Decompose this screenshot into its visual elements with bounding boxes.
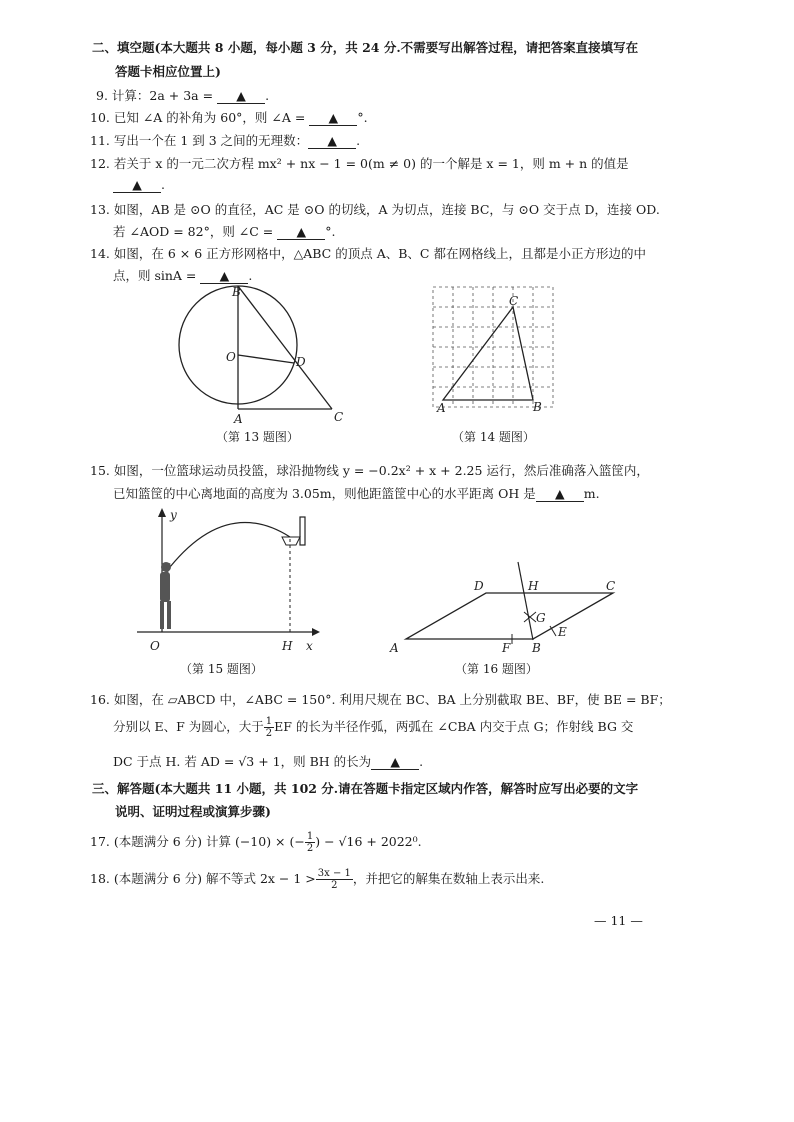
section-3-header-line1: 三、解答题(本大题共 11 小题，共 102 分.请在答题卡指定区域内作答，解答时应写出必要的文字 [92, 781, 639, 796]
label-h: H [528, 579, 539, 593]
question-16-line1: 16. 如图，在 ▱ABCD 中，∠ABC = 150°. 利用尺规在 BC、BA 上分别截取 BE、BF，使 BE = BF； [90, 692, 671, 707]
label-d: D [296, 355, 306, 369]
question-16-line3: DC 于点 H. 若 AD = √3 + 1，则 BH 的长为 ▲ . [113, 754, 424, 769]
question-9: 9. 计算：2a + 3a = ▲ . [96, 88, 270, 103]
ball-trajectory [170, 522, 290, 567]
question-13-line1: 13. 如图，AB 是 ⊙O 的直径，AC 是 ⊙O 的切线，A 为切点，连接 BC，与 ⊙O 交于点 D，连接 OD. [90, 202, 660, 217]
question-17: 17. (本题满分 6 分) 计算 (−10) × (− $\frac{1}{2}$ ) − √16 + 2022⁰. [90, 831, 422, 854]
question-11: 11. 写出一个在 1 到 3 之间的无理数： ▲ . [90, 133, 361, 148]
section-2-header-line1: 二、填空题(本大题共 8 小题，每小题 3 分，共 24 分.不需要写出解答过程，请把答案直接填写在 [92, 40, 639, 55]
label-d: D [474, 579, 484, 593]
answer-blank: ▲ [217, 88, 265, 104]
fraction-one-half: $\frac{1}{2}$ [306, 831, 314, 854]
caption-fig13: （第 13 题图） [216, 430, 299, 444]
question-14-line1: 14. 如图，在 6 × 6 正方形网格中，△ABC 的顶点 A、B、C 都在网格线上，且都是小正方形边的中 [90, 246, 646, 261]
label-c: C [334, 410, 344, 424]
label-c: C [606, 579, 616, 593]
answer-blank: ▲ [371, 754, 419, 770]
question-14-line2: 点，则 sinA = ▲ . [113, 268, 253, 283]
figure-15 [132, 505, 332, 655]
answer-blank: ▲ [200, 268, 248, 284]
label-b: B [533, 400, 542, 414]
label-a: A [437, 401, 446, 415]
question-16-line2: 分别以 E、F 为圆心，大于 $\frac{1}{2}$ EF 的长为半径作弧，两弧在 ∠CBA 内交于点 G；作射线 BG 交 [113, 716, 634, 739]
label-o: O [226, 350, 236, 364]
ray-bg [518, 562, 533, 640]
label-e: E [558, 625, 567, 639]
label-h: H [282, 639, 293, 653]
answer-blank: ▲ [536, 486, 584, 502]
section-3-header-line2: 说明、证明过程或演算步骤) [115, 804, 271, 819]
fraction-3x-minus-1-over-2: $\frac{3x - 1}{2}$ [317, 868, 351, 891]
arc-mark-g [524, 612, 536, 622]
question-13-line2: 若 ∠AOD = 82°，则 ∠C = ▲ °. [113, 224, 336, 239]
caption-fig16: （第 16 题图） [455, 662, 538, 676]
label-g: G [536, 611, 546, 625]
backboard [300, 517, 305, 545]
figure-13 [176, 285, 356, 425]
question-12-line1: 12. 若关于 x 的一元二次方程 mx² + nx − 1 = 0(m ≠ 0) 的一个解是 x = 1，则 m + n 的值是 [90, 156, 629, 171]
label-c: C [509, 294, 519, 308]
answer-blank: ▲ [309, 110, 357, 126]
section-2-header-line2: 答题卡相应位置上) [115, 64, 221, 79]
label-a: A [234, 412, 243, 425]
answer-blank: ▲ [308, 133, 356, 149]
figure-14 [425, 285, 565, 415]
answer-blank: ▲ [277, 224, 325, 240]
label-x: x [306, 639, 313, 653]
label-o: O [150, 639, 160, 653]
figure-16 [388, 560, 628, 660]
question-15-line1: 15. 如图，一位篮球运动员投篮，球沿抛物线 y = −0.2x² + x + 2.25 运行，然后准确落入篮筐内， [90, 463, 649, 478]
caption-fig14: （第 14 题图） [452, 430, 535, 444]
caption-fig15: （第 15 题图） [180, 662, 263, 676]
label-a: A [390, 641, 399, 655]
label-b: B [232, 285, 241, 299]
segment-bc [238, 286, 332, 409]
parallelogram-abcd [406, 593, 613, 639]
segment-od [238, 355, 294, 363]
label-y: y [170, 508, 177, 522]
y-axis-arrow-icon [158, 508, 166, 517]
label-f: F [502, 641, 511, 655]
answer-blank: ▲ [113, 177, 161, 193]
fraction-one-half: $\frac{1}{2}$ [265, 716, 273, 739]
page-number: — 11 — [594, 913, 643, 928]
question-12-line2: ▲ . [113, 177, 165, 193]
basket-hoop [282, 537, 300, 545]
question-15-line2: 已知篮筐的中心离地面的高度为 3.05m，则他距篮筐中心的水平距离 OH 是 ▲ m. [113, 486, 600, 501]
x-axis-arrow-icon [312, 628, 320, 636]
triangle-abc [443, 307, 533, 400]
label-b: B [532, 641, 541, 655]
question-10: 10. 已知 ∠A 的补角为 60°，则 ∠A = ▲ °. [90, 110, 368, 125]
question-18: 18. (本题满分 6 分) 解不等式 2x − 1 > $\frac{3x - 1}{2}$ ，并把它的解集在数轴上表示出来. [90, 868, 545, 891]
